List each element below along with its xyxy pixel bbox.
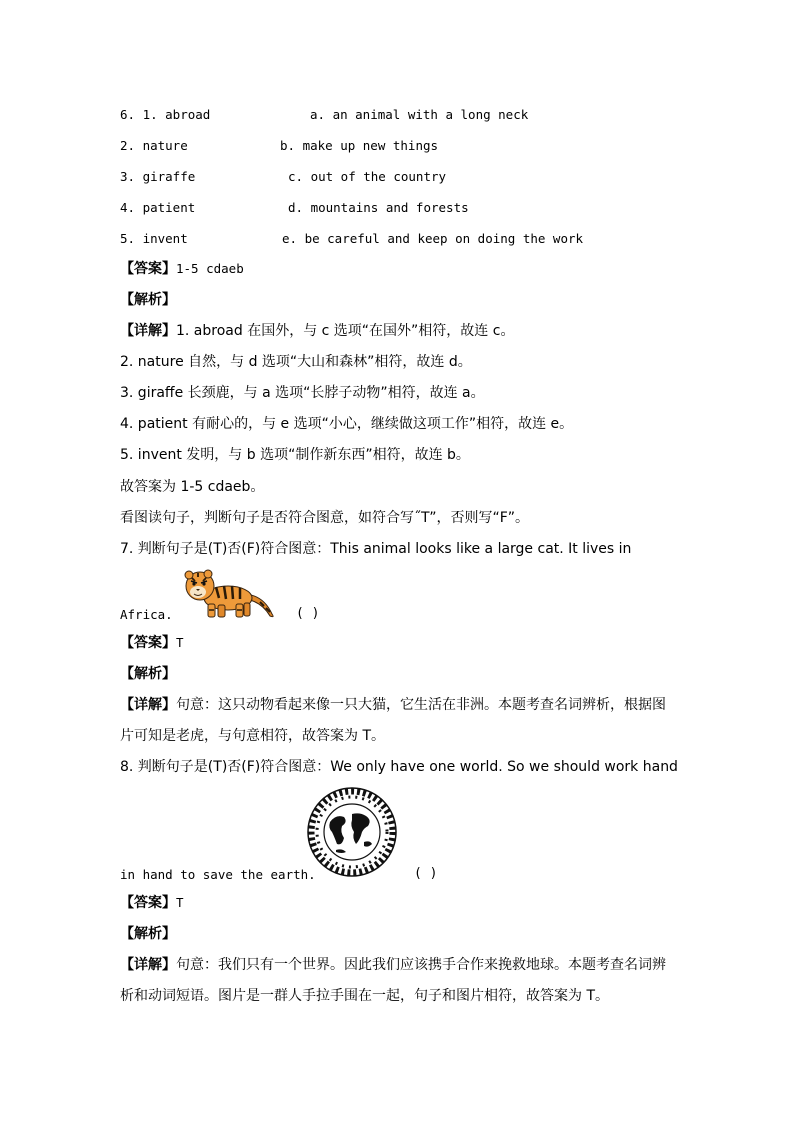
detail-text: 1. abroad 在国外，与 c 选项“在国外”相符，故连 c。: [176, 323, 515, 339]
answer-value: T: [176, 635, 184, 650]
q6-row-1-left: 6. 1. abroad: [120, 107, 211, 122]
q6-answer-line: [120, 260, 244, 278]
q6-conclusion: 故答案为 1-5 cdaeb。: [120, 479, 265, 495]
q6-row-4-right: d. mountains and forests: [288, 200, 469, 215]
q7-answer-line: [120, 634, 184, 652]
detail-text: 句意：这只动物看起来像一只大猫，它生活在非洲。本题考查名词辨析，根据图: [176, 697, 666, 713]
q6-row-5-left: 5. invent: [120, 231, 188, 246]
section-instruction: 看图读句子，判断句子是否符合图意，如符合写˝T”，否则写“F”。: [120, 510, 530, 526]
q6-detail-1: [120, 322, 514, 340]
q6-row-2-left: 2. nature: [120, 138, 188, 153]
q7-detail-2: 片可知是老虎，与句意相符，故答案为 T。: [120, 728, 386, 744]
q7-detail-1: [120, 696, 666, 714]
answer-tag: 【答案】: [120, 895, 176, 911]
q6-row-2-right: b. make up new things: [280, 138, 439, 153]
q6-analysis-heading: 【解析】: [120, 292, 176, 308]
detail-tag: 【详解】: [120, 697, 176, 713]
q7-question-line2: Africa.: [120, 607, 173, 622]
q7-analysis-heading: 【解析】: [120, 666, 176, 682]
detail-text: 句意：我们只有一个世界。因此我们应该携手合作来挽救地球。本题考查名词辨: [176, 957, 666, 973]
answer-tag: 【答案】: [120, 261, 176, 277]
q7-question-line1: 7. 判断句子是(T)否(F)符合图意：This animal looks like a large cat. It lives in: [120, 541, 632, 557]
q6-detail-3: 3. giraffe 长颈鹿，与 a 选项“长脖子动物”相符，故连 a。: [120, 385, 485, 401]
q6-detail-5: 5. invent 发明，与 b 选项“制作新东西”相符，故连 b。: [120, 447, 470, 463]
q6-detail-2: 2. nature 自然，与 d 选项“大山和森林”相符，故连 d。: [120, 354, 472, 370]
q6-row-1-right: a. an animal with a long neck: [310, 107, 529, 122]
q6-row-5-right: e. be careful and keep on doing the work: [282, 231, 584, 246]
q7-answer-blank: ( ): [296, 606, 320, 621]
q8-question-line2: in hand to save the earth.: [120, 867, 316, 882]
q8-detail-2: 析和动词短语。图片是一群人手拉手围在一起，句子和图片相符，故答案为 T。: [120, 988, 609, 1004]
detail-tag: 【详解】: [120, 323, 176, 339]
answer-value: T: [176, 895, 184, 910]
tiger-image: [176, 566, 278, 620]
q6-row-3-left: 3. giraffe: [120, 169, 196, 184]
q8-answer-blank: ( ): [414, 866, 438, 881]
q6-detail-4: 4. patient 有耐心的，与 e 选项“小心，继续做这项工作”相符，故连 e。: [120, 416, 574, 432]
q6-row-4-left: 4. patient: [120, 200, 196, 215]
q8-question-line1: 8. 判断句子是(T)否(F)符合图意：We only have one world. So we should work hand: [120, 759, 678, 775]
q6-row-3-right: c. out of the country: [288, 169, 447, 184]
answer-value: 1-5 cdaeb: [176, 261, 244, 276]
answer-tag: 【答案】: [120, 635, 176, 651]
q8-answer-line: [120, 894, 184, 912]
q8-detail-1: [120, 956, 666, 974]
q8-analysis-heading: 【解析】: [120, 926, 176, 942]
detail-tag: 【详解】: [120, 957, 176, 973]
earth-hand-in-hand-image: [306, 786, 398, 878]
